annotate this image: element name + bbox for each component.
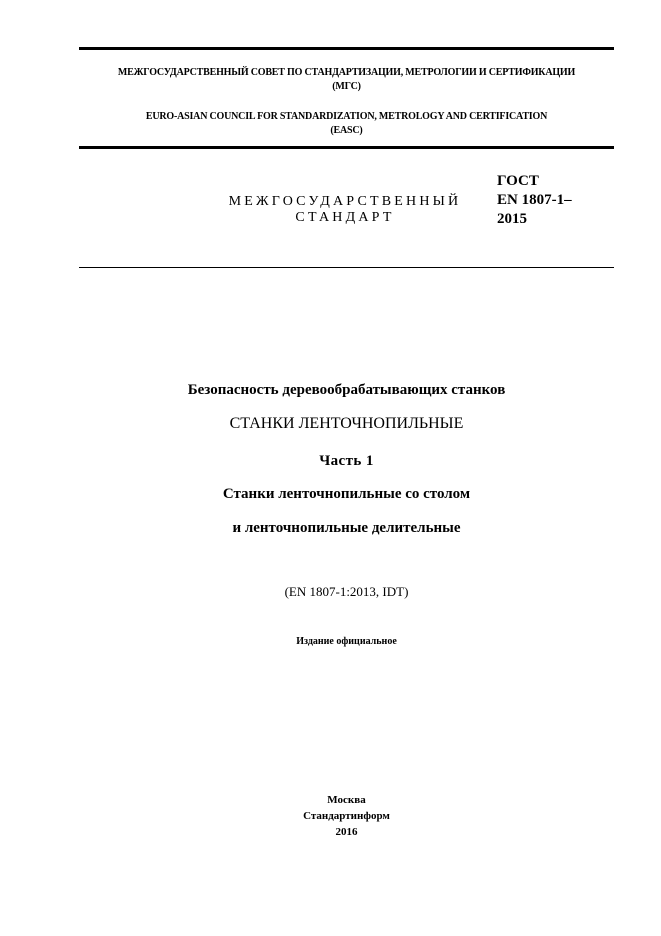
thin-rule (79, 267, 614, 268)
gost-label: ГОСТ (497, 173, 539, 189)
gost-designation (497, 172, 607, 229)
top-rule (79, 47, 614, 50)
standard-type (200, 194, 490, 226)
standard-type-line1: МЕЖГОСУДАРСТВЕННЫЙ (228, 194, 462, 209)
title-subject-line1: Станки ленточнопильные со столом (222, 486, 471, 502)
council-ru-block (79, 66, 614, 94)
middle-rule (79, 146, 614, 149)
council-ru-abbr: (МГС) (332, 81, 361, 92)
council-en-abbr: (EASC) (330, 125, 363, 136)
gost-number: EN 1807-1– (497, 192, 572, 208)
gost-year: 2015 (497, 211, 527, 227)
title-subject-line2: и ленточнопильные делительные (232, 520, 461, 536)
council-en-block (79, 110, 614, 138)
imprint-year: 2016 (335, 826, 358, 838)
imprint-city: Москва (327, 794, 366, 806)
council-ru-name: МЕЖГОСУДАРСТВЕННЫЙ СОВЕТ ПО СТАНДАРТИЗАЦИИ, МЕТРОЛОГИИ И СЕРТИФИКАЦИИ (117, 67, 576, 78)
title-main: СТАНКИ ЛЕНТОЧНОПИЛЬНЫЕ (229, 415, 464, 432)
edition-note: Издание официальное (296, 636, 397, 647)
identity-reference: (EN 1807-1:2013, IDT) (284, 584, 409, 599)
council-en-name: EURO-ASIAN COUNCIL FOR STANDARDIZATION, METROLOGY AND CERTIFICATION (145, 111, 548, 122)
standard-type-line2: СТАНДАРТ (295, 210, 395, 225)
title-part: Часть 1 (319, 453, 374, 469)
title-general: Безопасность деревообрабатывающих станков (187, 382, 506, 398)
imprint-publisher: Стандартинформ (303, 810, 390, 822)
